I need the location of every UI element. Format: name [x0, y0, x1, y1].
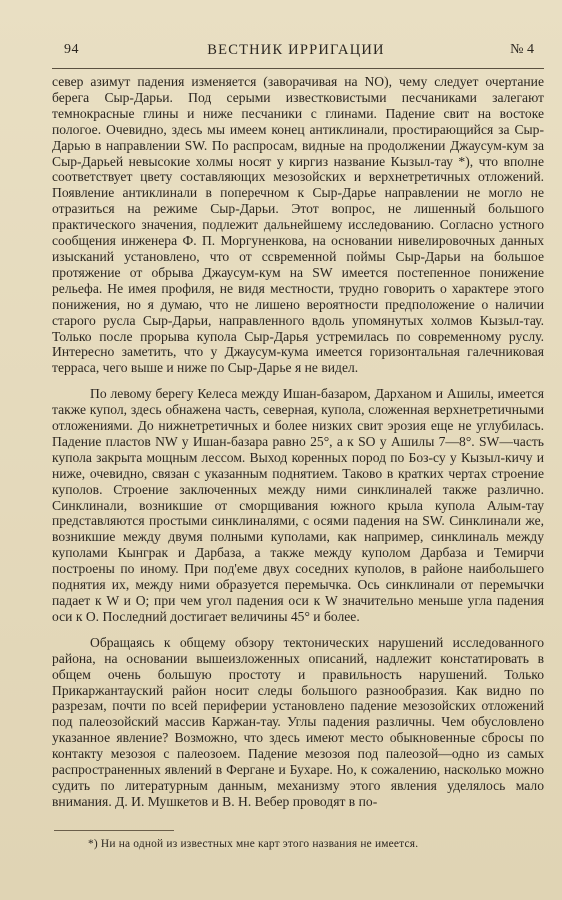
paragraph-2: По левому берегу Келеса между Ишан-базаром, Дарханом и Ашилы, имеется также купол, здесь обнажена часть, северная, купола, сложенная верхнетретичными отложениями. До нижнетретичных и более низких свит эрозия еще не углубилась. Падение пластов NW у Ишан-базара равно 25°, а к SO у Ашилы 7—8°. SW—часть купола закрыта мощным лессом. Выход коренных пород по Боз-су у Кызыл-кичу и ниже, очевидно, связан с указанным поднятием. Таково в кратких чертах строение куполов. Строение заключенных между ними синклиналей также различно. Синклинали, возникшие от сморщивания южного крыла купола Алым-тау представляются простыми синклиналями, с осями падения на SW. Синклинали же, возникшие между двумя полными куполами, как например, синклиналь между куполами Кынграк и Дарбаза, а также между куполом Дарбаза и Темирчи построены по иному. При под'еме двух соседних куполов, в районе наибольшего поднятия их, между ними образуется перемычка. Ось синклинали от перемычки падает к W и O; при чем угол падения оси к W значительно меньше угла падения оси к O. Последний достигает величины 45° и более.: [52, 386, 544, 624]
footnote: *) Ни на одной из известных мне карт этого названия не имеется.: [88, 838, 419, 850]
header-rule: [52, 68, 544, 69]
page-number: 94: [64, 42, 79, 57]
footnote-rule: [54, 830, 174, 831]
issue-number: № 4: [510, 42, 534, 57]
paragraph-1: север азимут падения изменяется (заворачивая на NO), чему следует очертание берега Сыр-Дарьи. Под серыми известковистыми песчаниками залегают темнокрасные глины и ниже песчаники с глинами. Падение свит на востоке пологое. Очевидно, здесь мы имеем конец антиклинали, простирающийся за Сыр-Дарью в направлении SW. По распросам, видные на продолжении Джаусум-кум за Сыр-Дарьей невысокие холмы носят у киргиз название Кызыл-тау *), что вполне соответствует цвету составляющих мезозойских и верхнетретичных отложений. Появление антиклинали в поперечном к Сыр-Дарье направлении не могло не отразиться на режиме Сыр-Дарьи. Этот вопрос, не лишенный большого практического значения, подлежит дальнейшему исследованию. Согласно устного сообщения инженера Ф. П. Моргуненкова, на основании нивелировочных данных изысканий установлено, что от ссвременной поймы Сыр-Дарьи на большое протяжение от обрыва Джаусум-кум на SW имеется постепенное понижение рельефа. Не имея профиля, не видя местности, трудно говорить о характере этого понижения, но я думаю, что не лишено вероятности предположение о наличии старого русла Сыр-Дарьи, направленного вдоль упомянутых холмов Кызыл-тау. Только после прорыва купола Сыр-Дарья устремилась по современному руслу. Интересно заметить, что у Джаусум-кума имеется горизонтальная галечниковая терраса, чего выше и ниже по Сыр-Дарье я не видел.: [52, 74, 544, 376]
page-header: [58, 40, 534, 64]
journal-title: ВЕСТНИК ИРРИГАЦИИ: [207, 42, 385, 58]
body-text: [52, 74, 544, 820]
paragraph-3: Обращаясь к общему обзору тектонических нарушений исследованного района, на основании вышеизложенных описаний, надлежит констатировать в общем очень большую простоту и правильность нарушений. Только Прикаржантауский район носит следы большого разнообразия. Как видно по разрезам, почти по всей периферии установлено падение мезозойских отложений под палеозойский массив Каржан-тау. Углы падения различны. Чем обусловлено указанное явление? Возможно, что здесь имеют место обыкновенные сбросы по контакту мезозоя с палеозоем. Падение мезозоя под палеозой—одно из самых распространенных явлений в Фергане и Бухаре. Но, к сожалению, насколько можно судить по литературным данным, механизму этого явления уделялось мало внимания. Д. И. Мушкетов и В. Н. Вебер проводят в по-: [52, 634, 544, 809]
